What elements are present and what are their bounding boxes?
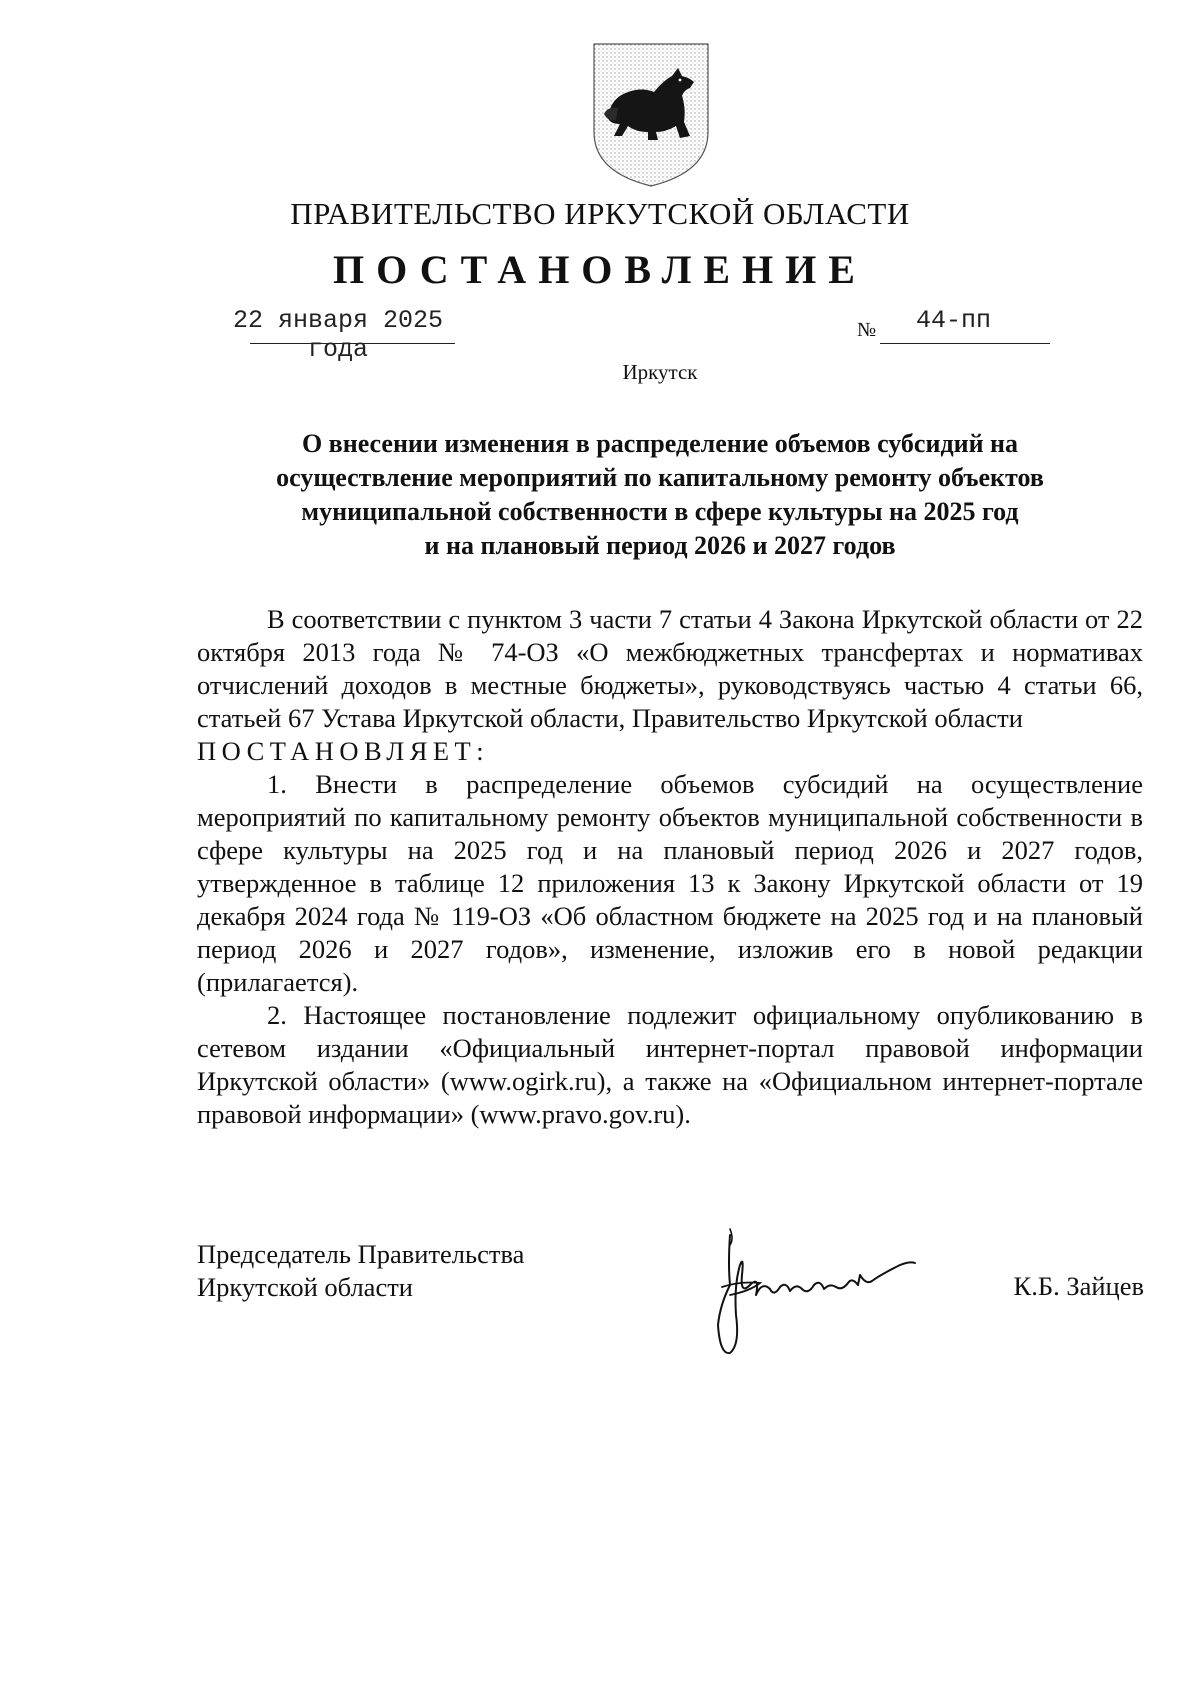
decree-word: ПОСТАНОВЛЯЕТ: bbox=[197, 736, 490, 766]
city-name: Иркутск bbox=[622, 360, 698, 384]
signer-position bbox=[197, 1238, 524, 1304]
coat-of-arms-icon bbox=[586, 40, 716, 190]
document-body bbox=[197, 603, 1143, 1131]
document-number: 44-пп bbox=[916, 306, 992, 335]
subject-line: и на плановый период 2026 и 2027 годов bbox=[424, 531, 896, 560]
date-underline bbox=[250, 343, 455, 344]
subject-line: осуществление мероприятий по капитальному ремонту объектов bbox=[276, 463, 1044, 492]
signer-position-line: Председатель Правительства bbox=[197, 1239, 525, 1269]
document-date: 22 января 2025 года bbox=[232, 306, 444, 364]
document-type-title: ПОСТАНОВЛЕНИЕ bbox=[333, 247, 867, 292]
subject-line: О внесении изменения в распределение объемов субсидий на bbox=[301, 429, 1019, 458]
handwritten-signature bbox=[700, 1225, 940, 1360]
document-subject bbox=[200, 427, 1120, 563]
number-underline bbox=[880, 343, 1050, 344]
number-sign: № bbox=[857, 319, 877, 341]
preamble-paragraph: В соответствии с пунктом 3 части 7 статьи 4 Закона Иркутской области от 22 октября 2013 года № 74-ОЗ «О межбюджетных трансфертах и нормативах отчислений доходов в местные бюджеты», руководствуясь частью 4 статьи 66, статьей 67 Устава Иркутской области, Правительство Иркутской области bbox=[197, 604, 1143, 733]
decree-item-1: 1. Внести в распределение объемов субсидий на осуществление мероприятий по капитальному ремонту объектов муниципальной собственности в сфере культуры на 2025 год и на плановый период 2026 и 2027 годов, утвержденное в таблице 12 приложения 13 к Закону Иркутской области от 19 декабря 2024 года № 119-ОЗ «Об областном бюджете на 2025 год и на плановый период 2026 и 2027 годов», изменение, изложив его в новой редакции (прилагается). bbox=[197, 769, 1143, 997]
subject-line: муниципальной собственности в сфере культуры на 2025 год bbox=[301, 497, 1019, 526]
decree-item-2: 2. Настоящее постановление подлежит официальному опубликованию в сетевом издании «Официальный интернет-портал правовой информации Иркутской области» (www.ogirk.ru), а также на «Официальном интернет-портале правовой информации» (www.pravo.gov.ru). bbox=[197, 1000, 1143, 1129]
signer-position-line: Иркутской области bbox=[197, 1272, 413, 1302]
government-title: ПРАВИТЕЛЬСТВО ИРКУТСКОЙ ОБЛАСТИ bbox=[290, 196, 910, 231]
signer-name: К.Б. Зайцев bbox=[1013, 1271, 1144, 1301]
